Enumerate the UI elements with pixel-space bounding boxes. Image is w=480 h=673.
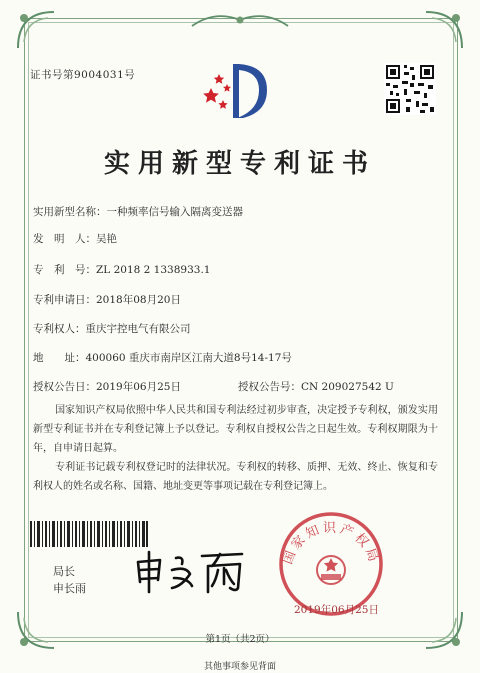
field-inventor	[33, 231, 117, 246]
field-patent-number	[33, 262, 210, 277]
field-utility-model-name	[33, 204, 243, 219]
field-value: 2018年08月20日	[96, 294, 181, 306]
paragraph-legal-status	[33, 458, 438, 496]
barcode-icon	[30, 521, 148, 547]
field-label: 授权公告号：	[238, 381, 301, 393]
paragraph-text: 专利证书记载专利权登记时的法律状况。专利权的转移、质押、无效、终止、恢复和专利权人的姓名或名称、国籍、地址变更等事项记载在专利登记簿上。	[33, 462, 438, 492]
field-label: 实用新型名称：	[33, 206, 107, 218]
corner-ornament-bottom-right	[422, 608, 466, 652]
field-grant-number	[238, 379, 394, 394]
seal-text: 国家知识产权局	[280, 521, 382, 567]
field-value: CN 209027542 U	[301, 381, 394, 393]
field-value: 重庆宇控电气有限公司	[85, 323, 191, 335]
field-address	[33, 350, 292, 365]
footer-note: 其他事项参见背面	[203, 662, 276, 672]
corner-ornament-top-right	[422, 8, 466, 52]
field-label: 发 明 人：	[33, 233, 96, 245]
field-filing-date	[33, 292, 181, 307]
signatory-name: 申长雨	[53, 582, 86, 595]
cnipa-logo-icon	[203, 60, 273, 124]
field-grant-date	[33, 379, 181, 394]
field-value: 一种频率信号输入隔离变送器	[106, 206, 243, 218]
seal-date: 2019年06月25日	[294, 604, 379, 616]
field-label: 专利权人：	[33, 323, 86, 335]
signatory-title: 局长	[53, 565, 75, 578]
field-value: 2019年06月25日	[96, 381, 181, 393]
field-patent-owner	[33, 321, 191, 336]
top-ornament	[190, 8, 290, 30]
certificate-number: 证书号第9004031号	[30, 69, 136, 81]
paragraph-grant-statement	[33, 401, 438, 458]
field-label: 地 址：	[33, 352, 86, 364]
document-title: 实用新型专利证书	[103, 149, 376, 179]
field-label: 专利申请日：	[33, 294, 96, 306]
paragraph-text: 国家知识产权局依照中华人民共和国专利法经过初步审查，决定授予专利权，颁发实用新型专利证书并在专利登记簿上予以登记。专利权自授权公告之日起生效。专利权期限为十年，自申请日起算。	[33, 405, 438, 454]
corner-ornament-top-left	[14, 8, 58, 52]
corner-ornament-bottom-left	[14, 608, 58, 652]
field-label: 授权公告日：	[33, 381, 96, 393]
field-value: ZL 2018 2 1338933.1	[96, 264, 211, 276]
handwritten-signature	[132, 548, 252, 594]
field-value: 400060 重庆市南岸区江南大道8号14-17号	[85, 352, 292, 364]
qr-code-icon	[384, 63, 436, 115]
field-value: 吴艳	[96, 233, 117, 245]
field-label: 专 利 号：	[33, 264, 96, 276]
page-indicator: 第1页（共2页）	[205, 634, 275, 645]
